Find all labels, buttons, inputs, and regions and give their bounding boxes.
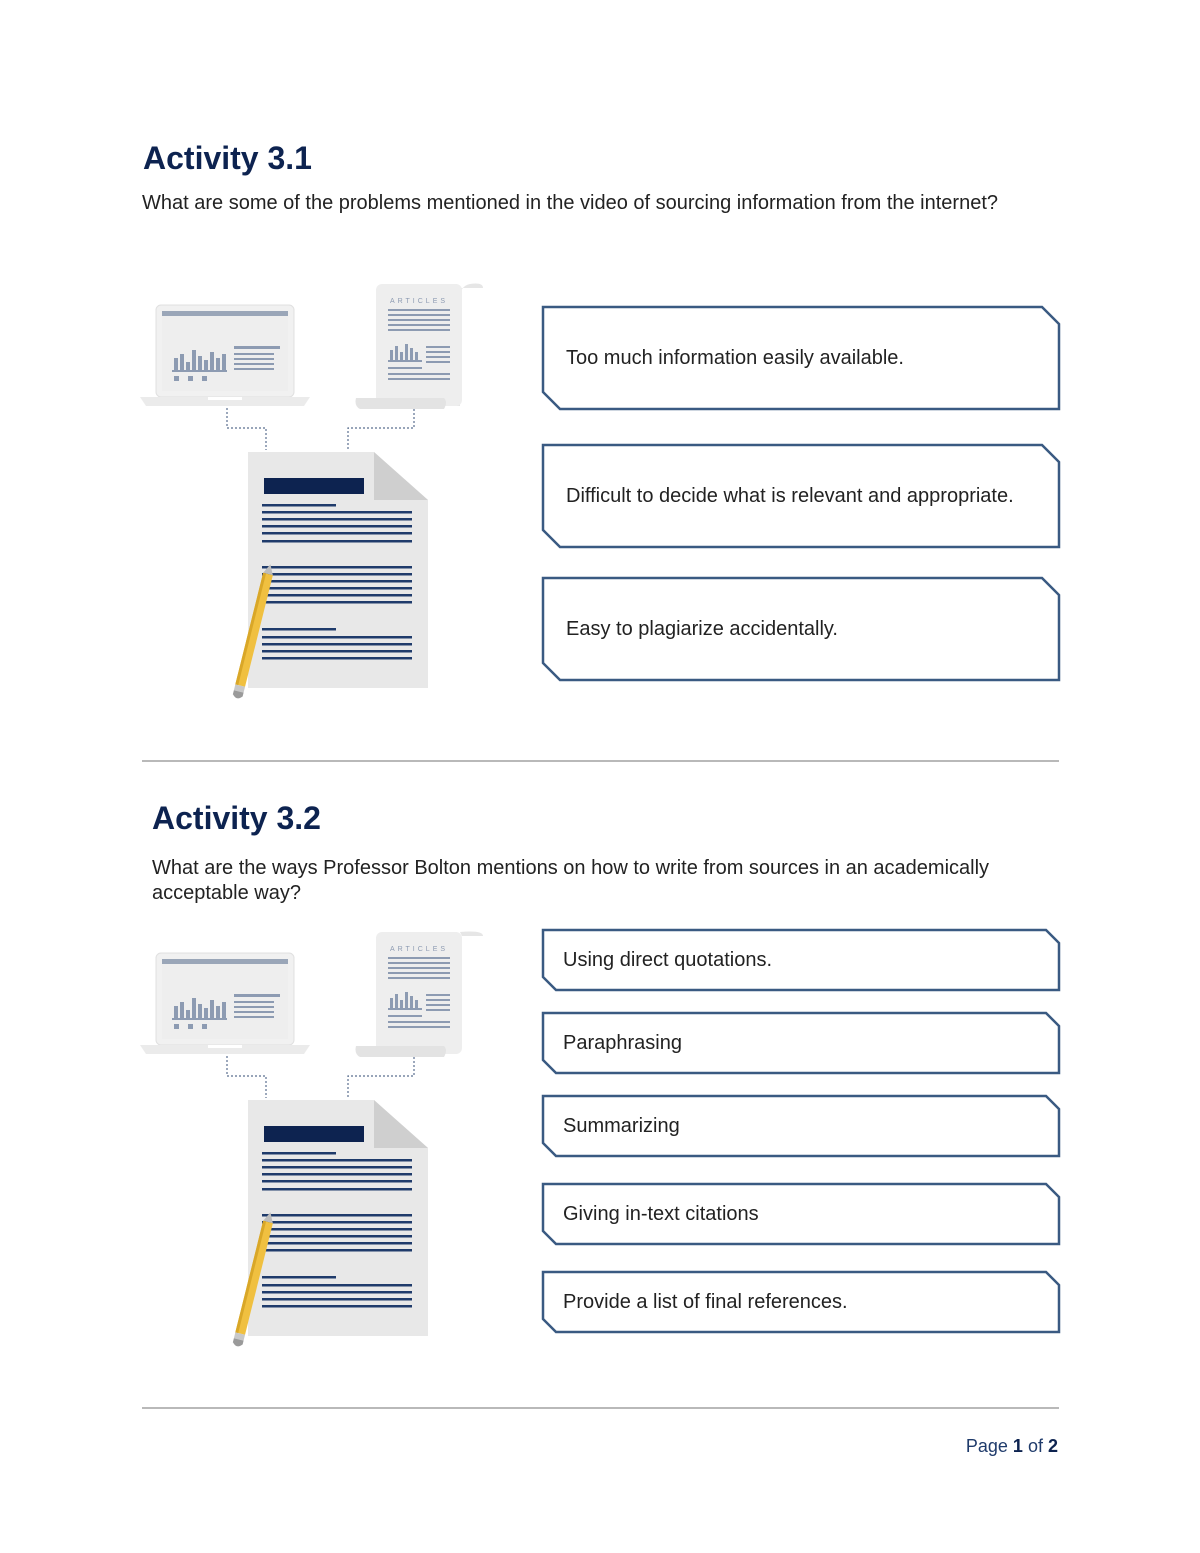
- laptop-icon: [140, 953, 310, 1054]
- connector-lines: [227, 408, 414, 450]
- section-divider: [142, 760, 1059, 762]
- total-pages: 2: [1047, 1436, 1058, 1456]
- section-divider: [142, 1407, 1059, 1409]
- answer-box: [542, 306, 1060, 410]
- activity-3-1-heading: Activity 3.1: [143, 140, 312, 176]
- answer-box: [542, 1012, 1060, 1074]
- laptop-icon: [140, 305, 310, 406]
- answer-box: [542, 1183, 1060, 1245]
- answer-box: [542, 444, 1060, 548]
- answer-text: Too much information easily available.: [566, 347, 904, 369]
- answer-text: Giving in-text citations: [563, 1203, 759, 1225]
- answer-box: [542, 1095, 1060, 1157]
- article-icon: [356, 284, 484, 410]
- document-icon: [248, 1100, 428, 1336]
- activity-3-2-heading: Activity 3.2: [152, 800, 321, 836]
- activity-3-2-question: What are the ways Professor Bolton mentions on how to write from sources in an academically acceptable way?: [152, 857, 990, 904]
- of-word: of: [1027, 1436, 1043, 1456]
- answer-box: [542, 1271, 1060, 1333]
- documents-illustration: [138, 278, 488, 712]
- page-word: Page: [965, 1436, 1008, 1456]
- answer-box: [542, 577, 1060, 681]
- answer-text: Summarizing: [563, 1115, 680, 1137]
- answer-text: Paraphrasing: [563, 1032, 682, 1054]
- article-label: ARTICLES: [389, 298, 449, 305]
- answer-text: Easy to plagiarize accidentally.: [566, 618, 838, 640]
- document-icon: [248, 452, 428, 688]
- connector-lines: [227, 1056, 414, 1098]
- article-label: ARTICLES: [389, 946, 449, 953]
- documents-illustration: [138, 926, 488, 1360]
- answer-text: Provide a list of final references.: [563, 1291, 848, 1313]
- answer-text: Using direct quotations.: [563, 949, 773, 971]
- answer-box: [542, 929, 1060, 991]
- page-number: [966, 1436, 1058, 1457]
- answer-text: Difficult to decide what is relevant and appropriate.: [566, 485, 1014, 507]
- activity-3-1-question: What are some of the problems mentioned in the video of sourcing information from the internet?: [142, 192, 999, 214]
- article-icon: [356, 932, 484, 1058]
- current-page: 1: [1012, 1436, 1023, 1456]
